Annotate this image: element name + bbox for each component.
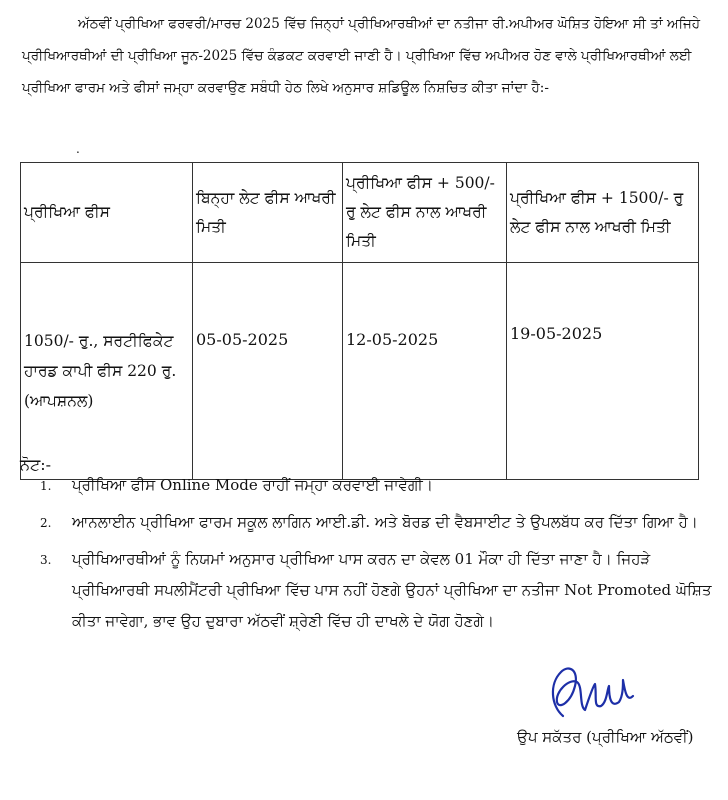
header-no-late-fee-date: ਬਿਨ੍ਹਾ ਲੇਟ ਫੀਸ ਆਖਰੀ ਮਿਤੀ <box>193 163 343 263</box>
list-item <box>40 544 712 637</box>
notes-title: ਨੋਟ:- <box>20 455 52 474</box>
signature-stroke <box>553 668 633 716</box>
cell-500-late-fee-date: 12-05-2025 <box>343 263 507 480</box>
list-item-number: 2. <box>40 516 52 530</box>
table-row <box>21 263 699 480</box>
cell-no-late-fee-date: 05-05-2025 <box>193 263 343 480</box>
fee-schedule-table <box>20 162 699 480</box>
list-item-text: ਆਨਲਾਈਨ ਪ੍ਰੀਖਿਆ ਫਾਰਮ ਸਕੂਲ ਲਾਗਿਨ ਆਈ.ਡੀ. ਅਤੇ ਬੋਰਡ ਦੀ ਵੈਬਸਾਈਟ ਤੇ ਉਪਲਬੱਧ ਕਰ ਦਿੱਤਾ ਗਿਆ ਹੈ। <box>72 513 698 531</box>
list-item <box>40 470 712 501</box>
stray-mark: . <box>76 142 80 156</box>
intro-text: ਅੱਠਵੀਂ ਪ੍ਰੀਖਿਆ ਫਰਵਰੀ/ਮਾਰਚ 2025 ਵਿੱਚ ਜਿਨ੍ਹਾਂ ਪ੍ਰੀਖਿਆਰਥੀਆਂ ਦਾ ਨਤੀਜਾ ਰੀ.ਅਪੀਅਰ ਘੋਸ਼ਿਤ ਹੋਇਆ ਸੀ ਤਾਂ ਅਜਿਹੇ ਪ੍ਰੀਖਿਆਰਥੀਆਂ ਦੀ ਪ੍ਰੀਖਿਆ ਜੂਨ-2025 ਵਿੱਚ ਕੰਡਕਟ ਕਰਵਾਈ ਜਾਣੀ ਹੈ। ਪ੍ਰੀਖਿਆ ਵਿੱਚ ਅਪੀਅਰ ਹੋਣ ਵਾਲੇ ਪ੍ਰੀਖਿਆਰਥੀਆਂ ਲਈ ਪ੍ਰੀਖਿਆ ਫਾਰਮ ਅਤੇ ਫੀਸਾਂ ਜਮ੍ਹਾ ਕਰਵਾਉਣ ਸਬੰਧੀ ਹੇਠ ਲਿਖੇ ਅਨੁਸਾਰ ਸ਼ਡਿਊਲ ਨਿਸ਼ਚਿਤ ਕੀਤਾ ਜਾਂਦਾ ਹੈ:- <box>22 16 701 96</box>
header-1500-late-fee-date: ਪ੍ਰੀਖਿਆ ਫੀਸ + 1500/- ਰੁ ਲੇਟ ਫੀਸ ਨਾਲ ਆਖਰੀ ਮਿਤੀ <box>507 163 699 263</box>
cell-1500-late-fee-date: 19-05-2025 <box>507 263 699 480</box>
header-500-late-fee-date: ਪ੍ਰੀਖਿਆ ਫੀਸ + 500/- ਰੁ ਲੇਟ ਫੀਸ ਨਾਲ ਆਖਰੀ ਮਿਤੀ <box>343 163 507 263</box>
intro-paragraph <box>22 8 712 104</box>
signature <box>535 656 685 736</box>
list-item-text: ਪ੍ਰੀਖਿਆਰਥੀਆਂ ਨੂੰ ਨਿਯਮਾਂ ਅਨੁਸਾਰ ਪ੍ਰੀਖਿਆ ਪਾਸ ਕਰਨ ਦਾ ਕੇਵਲ 01 ਮੌਕਾ ਹੀ ਦਿੱਤਾ ਜਾਣਾ ਹੈ। ਜਿਹੜੇ ਪ੍ਰੀਖਿਆਰਥੀ ਸਪਲੀਮੈਂਟਰੀ ਪ੍ਰੀਖਿਆ ਵਿੱਚ ਪਾਸ ਨਹੀਂ ਹੋਣਗੇ ਉਹਨਾਂ ਪ੍ਰੀਖਿਆ ਦਾ ਨਤੀਜਾ Not Promoted ਘੋਸ਼ਿਤ ਕੀਤਾ ਜਾਵੇਗਾ, ਭਾਵ ਉਹ ਦੁਬਾਰਾ ਅੱਠਵੀਂ ਸ਼੍ਰੇਣੀ ਵਿੱਚ ਹੀ ਦਾਖਲੇ ਦੇ ਯੋਗ ਹੋਣਗੇ। <box>72 550 712 630</box>
notes-list <box>40 470 712 643</box>
cell-exam-fee: 1050/- ਰੁ., ਸਰਟੀਫਿਕੇਟ ਹਾਰਡ ਕਾਪੀ ਫੀਸ 220 ਰੁ. (ਆਪਸ਼ਨਲ) <box>21 263 193 480</box>
list-item-number: 1. <box>40 479 52 493</box>
list-item-number: 3. <box>40 553 52 567</box>
list-item <box>40 507 712 538</box>
table-header-row <box>21 163 699 263</box>
header-exam-fee: ਪ੍ਰੀਖਿਆ ਫੀਸ <box>21 163 193 263</box>
list-item-text: ਪ੍ਰੀਖਿਆ ਫੀਸ Online Mode ਰਾਹੀਂ ਜਮ੍ਹਾ ਕਰਵਾਈ ਜਾਵੇਗੀ। <box>72 476 433 494</box>
designation: ਉਪ ਸਕੱਤਰ (ਪ੍ਰੀਖਿਆ ਅੱਠਵੀਂ) <box>517 728 694 746</box>
